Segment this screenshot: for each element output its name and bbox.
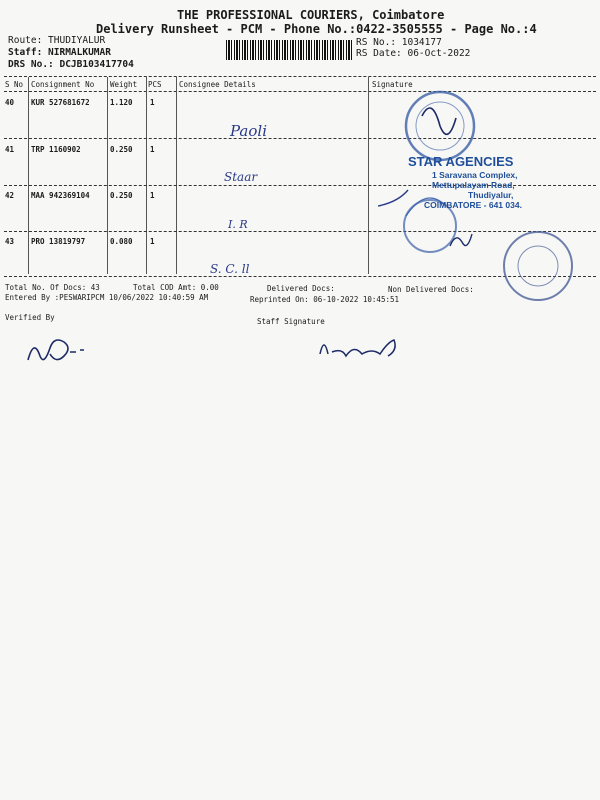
rs-date: RS Date: 06-Oct-2022	[356, 48, 471, 59]
row-consignment: MAA 942369104	[31, 191, 90, 200]
row-weight: 0.250	[110, 191, 133, 200]
row-weight: 0.080	[110, 237, 133, 246]
col-signature: Signature	[372, 80, 413, 89]
col-sno: S No	[5, 80, 24, 89]
staff-signature-label: Staff Signature	[257, 317, 325, 326]
signature-graphics	[20, 322, 440, 372]
col-divider	[107, 77, 108, 274]
col-pcs: PCS	[148, 80, 162, 89]
stamp-address-4: COIMBATORE - 641 034.	[424, 200, 522, 210]
row-consignee-handwriting: Paoli	[230, 122, 267, 140]
row-pcs: 1	[150, 191, 155, 200]
col-consignment: Consignment No	[31, 80, 95, 89]
total-cod: Total COD Amt: 0.00	[133, 283, 219, 292]
row-consignment: PRO 13819797	[31, 237, 86, 246]
runsheet-subtitle: Delivery Runsheet - PCM - Phone No.:0422-3505555 - Page No.:4	[96, 22, 537, 36]
drs-label: DRS No.: DCJB103417704	[8, 59, 134, 70]
row-consignee-handwriting: I. R	[228, 218, 248, 231]
total-docs: Total No. Of Docs: 43	[5, 283, 100, 292]
row-weight: 0.250	[110, 145, 133, 154]
non-delivered-docs: Non Delivered Docs:	[388, 285, 474, 294]
col-weight: Weight	[110, 80, 138, 89]
row-consignment: TRP 1160902	[31, 145, 81, 154]
row-sno: 43	[5, 237, 15, 246]
route-label: Route: THUDIYALUR	[8, 35, 106, 46]
row-pcs: 1	[150, 237, 155, 246]
barcode-image	[226, 40, 352, 60]
stamp-address-3: Thudiyalur,	[468, 190, 514, 200]
rs-number: RS No.: 1034177	[356, 37, 442, 48]
row-sno: 40	[5, 98, 15, 107]
col-divider	[368, 77, 369, 274]
row-pcs: 1	[150, 145, 155, 154]
verified-by: Verified By	[5, 313, 55, 322]
reprinted-on: Reprinted On: 06-10-2022 10:45:51	[250, 295, 400, 304]
row-pcs: 1	[150, 98, 155, 107]
row-sno: 41	[5, 145, 15, 154]
delivered-docs: Delivered Docs:	[267, 284, 335, 293]
stamp-address-2: Mettupalayam Road,	[432, 180, 515, 190]
col-divider	[28, 77, 29, 274]
row-weight: 1.120	[110, 98, 133, 107]
table-top-rule	[4, 76, 596, 77]
row-sno: 42	[5, 191, 15, 200]
company-title: THE PROFESSIONAL COURIERS, Coimbatore	[177, 8, 445, 22]
staff-label: Staff: NIRMALKUMAR	[8, 47, 111, 58]
stamp-address-1: 1 Saravana Complex,	[432, 170, 518, 180]
entered-by: Entered By :PESWARIPCM 10/06/2022 10:40:59 AM	[5, 293, 209, 302]
row-consignee-handwriting: S. C. ll	[210, 262, 250, 276]
col-divider	[146, 77, 147, 274]
col-divider	[176, 77, 177, 274]
row-consignment: KUR 527681672	[31, 98, 90, 107]
col-consignee: Consignee Details	[179, 80, 256, 89]
stamp-name: STAR AGENCIES	[408, 154, 514, 169]
row-consignee-handwriting: Staar	[224, 170, 258, 184]
